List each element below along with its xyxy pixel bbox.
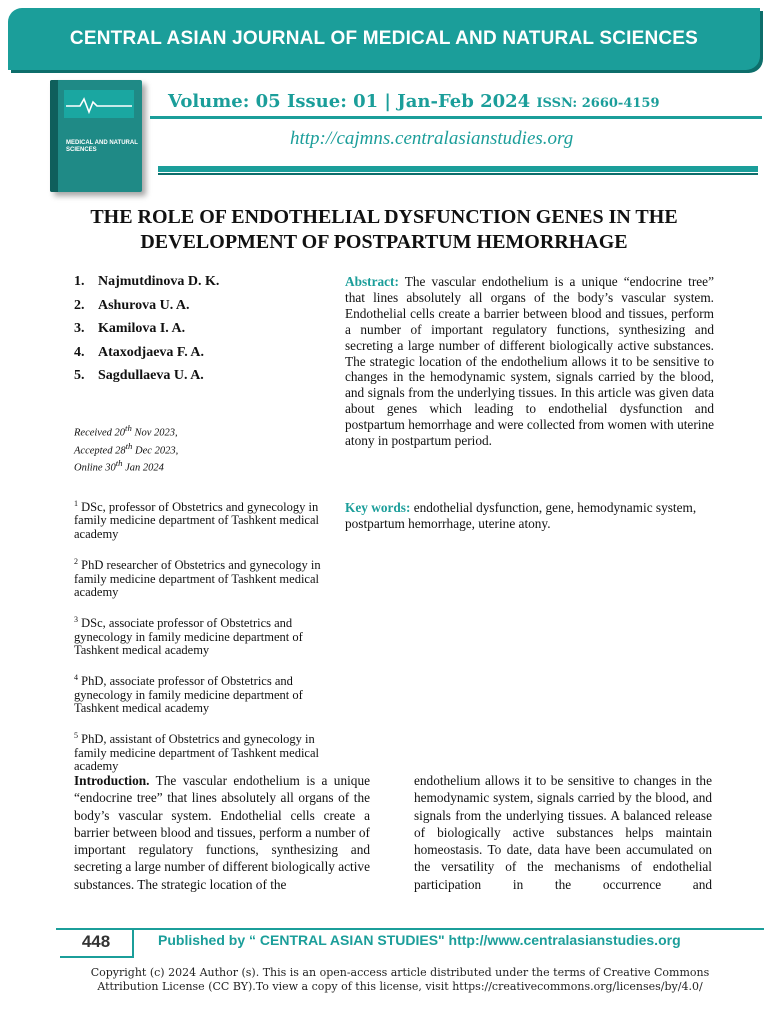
affiliation-item [74,555,334,599]
affiliation-text: PhD researcher of Obstetrics and gynecology in family medicine department of Tashkent medical academy [74,558,321,599]
author-name: Ataxodjaeva F. A. [98,344,205,360]
accepted-date-suffix: Dec 2023, [132,445,179,456]
affiliation-list [74,497,334,787]
online-date-prefix: Online 30 [74,462,116,474]
author-number: 3. [74,321,85,336]
affiliation-number: 1 [74,499,78,508]
author-list [74,274,314,392]
cover-title: MEDICAL AND NATURAL SCIENCES [66,140,138,153]
header-rule [150,116,762,119]
affiliation-text: PhD, associate professor of Obstetrics and gynecology in family medicine department of Tashkent medical academy [74,674,303,715]
journal-name: CENTRAL ASIAN JOURNAL OF MEDICAL AND NATURAL SCIENCES [69,28,699,49]
affiliation-number: 5 [74,731,78,741]
affiliation-item [74,729,334,773]
author-item [74,321,314,345]
author-number: 5. [74,368,85,383]
affiliation-text: DSc, professor of Obstetrics and gynecology in family medicine department of Tashkent medical academy [74,500,319,541]
introduction-text-left: The vascular endothelium is a unique “endocrine tree” that lines absolutely all organs of the body’s vascular system. Endothelial cells create a barrier between blood and tissues, perform a number of important regulatory functions, synthesizing and secreting a large number of different biologically active substances. The strategic location of the [74,773,370,892]
volume-issue: Volume: 05 Issue: 01 | Jan-Feb 2024 [168,91,537,112]
journal-banner [8,8,760,70]
affiliation-item [74,671,334,715]
keywords-text: endothelial dysfunction, gene, hemodynamic system, postpartum hemorrhage, uterine atony. [345,500,697,531]
journal-url-link[interactable]: http://cajmns.centralasianstudies.org [290,128,574,149]
journal-cover-image [50,80,142,192]
introduction-text-right: endothelium allows it to be sensitive to changes in the hemodynamic system, signals carried by the blood, and signals from the underlying tissues. A balanced release of biologically active substances helps maintain homeostasis. To date, data have been accumulated on the versatility of the mechanisms of endothelial participation in the occurrence and [414,773,712,892]
abstract [345,274,714,449]
author-name: Sagdullaeva U. A. [98,368,204,383]
copyright-notice: Copyright (c) 2024 Author (s). This is an open-access article distributed under the terms of Creative Commons Attribution License (CC BY).To view a copy of this license, visit https://creativecommons.org/licenses/by/4.0/ [90,966,710,993]
received-date [74,422,178,440]
keywords [345,500,714,532]
introduction-column-right [414,772,712,893]
page-number: 448 [60,928,134,958]
affiliation-item [74,613,334,657]
author-item [74,274,314,298]
published-by-link[interactable]: Published by “ CENTRAL ASIAN STUDIES" http://www.centralasianstudies.org [158,932,681,948]
affiliation-text: DSc, associate professor of Obstetrics and gynecology in family medicine department of Tashkent medical academy [74,616,303,657]
author-number: 1. [74,274,85,289]
author-name: Najmutdinova D. K. [98,274,220,289]
author-name: Kamilova I. A. [98,321,186,336]
author-item [74,368,314,392]
issn: ISSN: 2660-4159 [536,96,660,111]
received-date-suffix: Nov 2023, [131,427,178,439]
affiliation-number: 2 [74,557,78,567]
accepted-date [74,440,178,458]
affiliation-number: 3 [74,615,78,625]
keywords-label: Key words: [345,500,411,515]
ordinal-suffix: th [115,458,123,468]
online-date-suffix: Jan 2024 [122,462,164,474]
heartbeat-icon [66,96,132,114]
header-thick-rule-shadow [158,173,758,175]
author-name: Ashurova U. A. [98,297,190,313]
author-item [74,345,314,369]
author-number: 4. [74,344,85,360]
cover-spine [50,80,58,192]
introduction-column-left [74,772,370,893]
ordinal-suffix: th [125,423,132,433]
ordinal-suffix: th [125,440,133,451]
affiliation-item [74,497,334,541]
abstract-text: The vascular endothelium is a unique “endocrine tree” that lines absolutely all organs of the body’s vascular system. Endothelial cells create a barrier between blood and tissues, perform a number of important regulatory functions, synthesizing and secreting a large number of different biologically active substances. The strategic location of the endothelium allows it to be sensitive to changes in the hemodynamic system, signals carried by the blood, and signals from the underlying tissues. In this article was given data about genes which leading to endothelial dysfunction and postpartum hemorrhage and were collected from women with uterine atony in postpartum period. [345,274,714,449]
introduction-heading: Introduction. [74,773,150,788]
header-thick-rule [158,166,758,172]
received-date-prefix: Received 20 [74,427,126,439]
footer-rule [56,928,764,930]
accepted-date-prefix: Accepted 28 [74,445,126,456]
article-dates [74,422,178,475]
affiliation-number: 4 [74,673,78,683]
author-number: 2. [74,297,85,313]
affiliation-text: PhD, assistant of Obstetrics and gynecology in family medicine department of Tashkent medical academy [74,732,319,773]
online-date [74,457,178,475]
author-item [74,298,314,322]
volume-issue-line [168,91,660,112]
article-title: THE ROLE OF ENDOTHELIAL DYSFUNCTION GENES IN THE DEVELOPMENT OF POSTPARTUM HEMORRHAGE [90,206,678,253]
abstract-label: Abstract: [345,274,399,289]
